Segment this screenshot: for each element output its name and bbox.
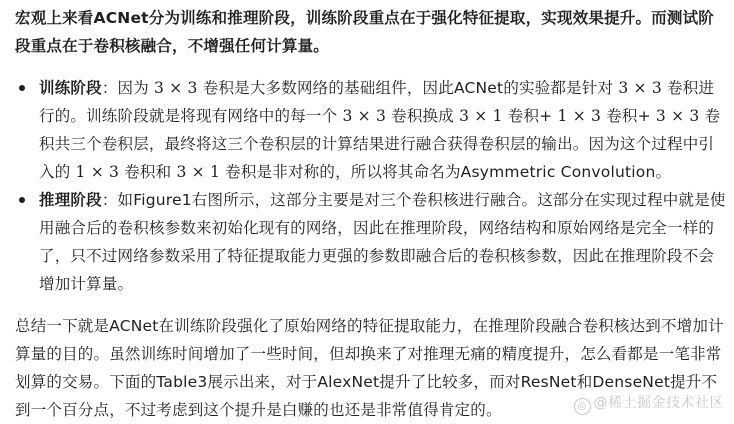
math-expression: 3 × 3 bbox=[618, 79, 662, 97]
bullet-text-training bbox=[39, 79, 720, 181]
text-run: 卷积和 bbox=[119, 163, 177, 181]
bullet-item-inference bbox=[15, 186, 727, 298]
text-run: ：如Figure1右图所示，这部分主要是对三个卷积核进行融合。这部分在实现过程中就是使用融合后的卷积核参数来初始化现有的网络，因此在推理阶段，网络结构和原始网络是完全一样的了，只不过网络参数采用了特征提取能力更强的参数即融合后的卷积核参数，因此在推理阶段不会增加计算量。 bbox=[39, 191, 726, 293]
watermark-text: @稀土掘金技术社区 bbox=[593, 395, 724, 411]
juejin-logo-icon: ◎ bbox=[574, 398, 591, 415]
bullet-list bbox=[15, 74, 727, 298]
math-expression: 3 × 3 bbox=[154, 79, 198, 97]
text-run: 卷积+ bbox=[601, 107, 656, 125]
text-run: 卷积换成 bbox=[386, 107, 460, 125]
bold-text: 训练阶段 bbox=[39, 79, 102, 97]
math-expression: 3 × 1 bbox=[459, 107, 503, 125]
article-body bbox=[15, 4, 727, 424]
bullet-dot bbox=[19, 197, 25, 203]
math-expression: 3 × 3 bbox=[342, 107, 387, 125]
watermark bbox=[574, 392, 725, 415]
math-expression: 3 × 1 bbox=[176, 163, 221, 181]
math-expression: 3 × 3 bbox=[655, 107, 700, 125]
text-run: 卷积是非对称的，所以将其命名为Asymmetric Convolution。 bbox=[220, 163, 672, 181]
text-run: 卷积共三个卷积层，最终将这三个卷积层的计算结果进行融合获得卷积层的输出。因为这个过程中引入的 bbox=[39, 107, 721, 181]
text-run: 卷积进行的。训练阶段就是将现有网络中的每一个 bbox=[39, 79, 715, 125]
bullet-item-training bbox=[15, 74, 727, 186]
bold-text: 宏观上来看ACNet分为训练和推理阶段，训练阶段重点在于强化特征提取，实现效果提升。而测试阶段重点在于卷积核融合，不增强任何计算量。 bbox=[15, 9, 714, 55]
math-expression: 1 × 3 bbox=[75, 163, 120, 181]
text-run: 卷积是大多数网络的基础组件，因此ACNet的实验都是针对 bbox=[197, 79, 619, 97]
math-expression: 1 × 3 bbox=[557, 107, 602, 125]
text-run: 总结一下就是ACNet在训练阶段强化了原始网络的特征提取能力，在推理阶段融合卷积核达到不增加计算量的目的。虽然训练时间增加了一些时间，但却换来了对推理无痛的精度提升，怎么看都是一笔非常划算的交易。下面的Table3展示出来，对于AlexNet提升了比较多，而对ResNet和DenseNet提升不到一个百分点，不过考虑到这个提升是白赚的也还是非常值得肯定的。 bbox=[15, 317, 724, 419]
bold-text: 推理阶段 bbox=[39, 191, 102, 209]
bullet-dot bbox=[19, 85, 25, 91]
intro-paragraph bbox=[15, 4, 727, 60]
text-run: ：因为 bbox=[101, 79, 155, 97]
bullet-text-inference bbox=[39, 191, 726, 293]
text-run: 卷积+ bbox=[502, 107, 558, 125]
